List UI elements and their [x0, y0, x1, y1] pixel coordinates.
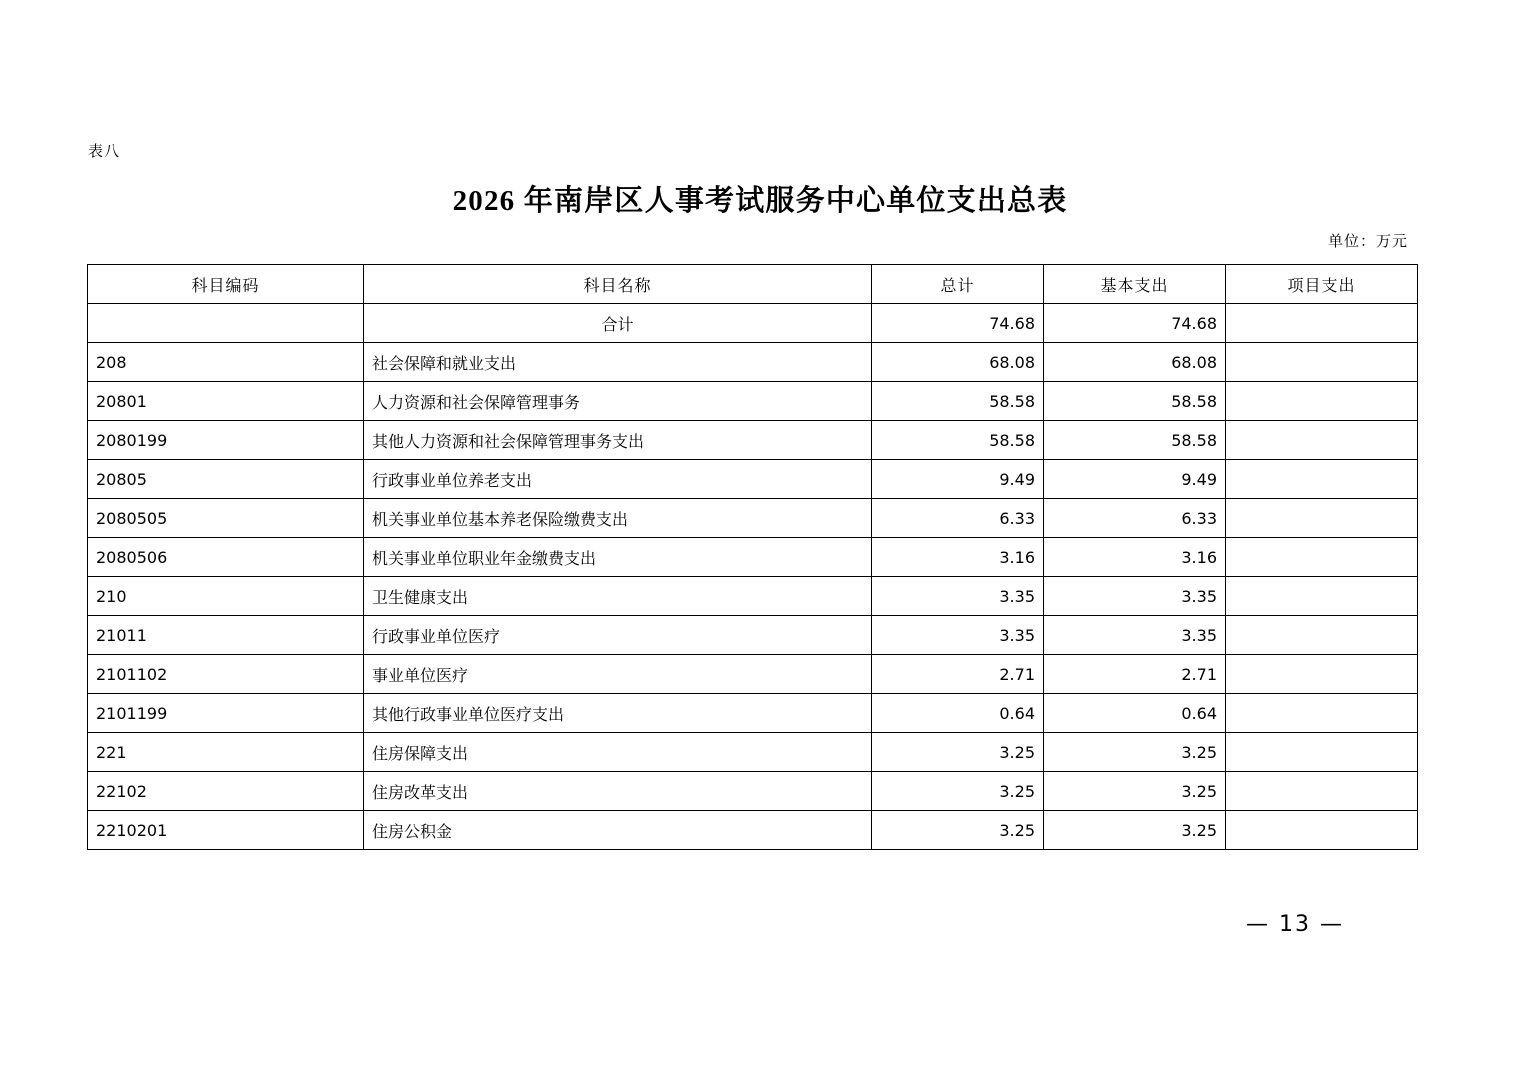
cell-name: 卫生健康支出: [364, 577, 872, 616]
cell-basic: 3.25: [1044, 733, 1226, 772]
cell-total: 3.25: [872, 811, 1044, 850]
cell-project: [1226, 499, 1418, 538]
cell-basic: 0.64: [1044, 694, 1226, 733]
table-row: [88, 811, 1418, 850]
cell-project: [1226, 733, 1418, 772]
cell-code: 221: [88, 733, 364, 772]
cell-project: [1226, 460, 1418, 499]
cell-name: 其他行政事业单位医疗支出: [364, 694, 872, 733]
cell-basic: 3.25: [1044, 811, 1226, 850]
cell-name: 住房公积金: [364, 811, 872, 850]
cell-project: [1226, 538, 1418, 577]
column-header-project: 项目支出: [1226, 265, 1418, 304]
cell-code: 208: [88, 343, 364, 382]
cell-project: [1226, 694, 1418, 733]
page-title: 2026 年南岸区人事考试服务中心单位支出总表: [452, 185, 1068, 217]
cell-project: [1226, 616, 1418, 655]
cell-basic: 9.49: [1044, 460, 1226, 499]
cell-project: [1226, 811, 1418, 850]
cell-basic: 58.58: [1044, 382, 1226, 421]
cell-total: 3.16: [872, 538, 1044, 577]
cell-total: 58.58: [872, 421, 1044, 460]
table-row: [88, 733, 1418, 772]
cell-total: 3.25: [872, 733, 1044, 772]
cell-code: 20801: [88, 382, 364, 421]
cell-basic: 3.25: [1044, 772, 1226, 811]
cell-name: 合计: [364, 304, 872, 343]
page-number: — 13 —: [1246, 912, 1344, 937]
cell-total: 68.08: [872, 343, 1044, 382]
cell-name: 行政事业单位养老支出: [364, 460, 872, 499]
cell-code: 210: [88, 577, 364, 616]
column-header-code: 科目编码: [88, 265, 364, 304]
column-header-name: 科目名称: [364, 265, 872, 304]
cell-code: 2080199: [88, 421, 364, 460]
cell-code: 2080505: [88, 499, 364, 538]
cell-total: 58.58: [872, 382, 1044, 421]
cell-name: 机关事业单位基本养老保险缴费支出: [364, 499, 872, 538]
cell-total: 3.35: [872, 577, 1044, 616]
cell-basic: 2.71: [1044, 655, 1226, 694]
cell-code: 21011: [88, 616, 364, 655]
cell-code: [88, 304, 364, 343]
cell-code: 2101199: [88, 694, 364, 733]
cell-basic: 58.58: [1044, 421, 1226, 460]
table-row: [88, 343, 1418, 382]
cell-project: [1226, 304, 1418, 343]
cell-total: 6.33: [872, 499, 1044, 538]
cell-project: [1226, 577, 1418, 616]
cell-total: 0.64: [872, 694, 1044, 733]
table-label: 表八: [88, 142, 121, 160]
cell-project: [1226, 343, 1418, 382]
table-row: [88, 616, 1418, 655]
cell-name: 行政事业单位医疗: [364, 616, 872, 655]
cell-name: 住房保障支出: [364, 733, 872, 772]
unit-note: 单位：万元: [1327, 232, 1408, 250]
cell-name: 事业单位医疗: [364, 655, 872, 694]
cell-basic: 68.08: [1044, 343, 1226, 382]
cell-basic: 74.68: [1044, 304, 1226, 343]
table-row: [88, 421, 1418, 460]
column-header-basic: 基本支出: [1044, 265, 1226, 304]
cell-basic: 6.33: [1044, 499, 1226, 538]
cell-code: 2101102: [88, 655, 364, 694]
cell-code: 22102: [88, 772, 364, 811]
table-header-row: [88, 265, 1418, 304]
cell-total: 74.68: [872, 304, 1044, 343]
cell-name: 人力资源和社会保障管理事务: [364, 382, 872, 421]
table-row: [88, 460, 1418, 499]
expenditure-table: [87, 264, 1418, 850]
cell-basic: 3.16: [1044, 538, 1226, 577]
cell-basic: 3.35: [1044, 577, 1226, 616]
cell-total: 9.49: [872, 460, 1044, 499]
cell-project: [1226, 772, 1418, 811]
cell-project: [1226, 421, 1418, 460]
cell-total: 3.25: [872, 772, 1044, 811]
column-header-total: 总计: [872, 265, 1044, 304]
cell-name: 机关事业单位职业年金缴费支出: [364, 538, 872, 577]
cell-code: 20805: [88, 460, 364, 499]
table-row: [88, 655, 1418, 694]
expenditure-table-wrapper: [87, 264, 1417, 850]
table-row: [88, 538, 1418, 577]
table-row: [88, 577, 1418, 616]
table-row: [88, 382, 1418, 421]
table-body: [88, 265, 1418, 850]
cell-code: 2210201: [88, 811, 364, 850]
cell-basic: 3.35: [1044, 616, 1226, 655]
table-row: [88, 499, 1418, 538]
table-row: [88, 772, 1418, 811]
cell-total: 3.35: [872, 616, 1044, 655]
cell-name: 住房改革支出: [364, 772, 872, 811]
cell-name: 其他人力资源和社会保障管理事务支出: [364, 421, 872, 460]
cell-project: [1226, 655, 1418, 694]
cell-code: 2080506: [88, 538, 364, 577]
table-row: [88, 304, 1418, 343]
cell-project: [1226, 382, 1418, 421]
table-row: [88, 694, 1418, 733]
cell-name: 社会保障和就业支出: [364, 343, 872, 382]
cell-total: 2.71: [872, 655, 1044, 694]
